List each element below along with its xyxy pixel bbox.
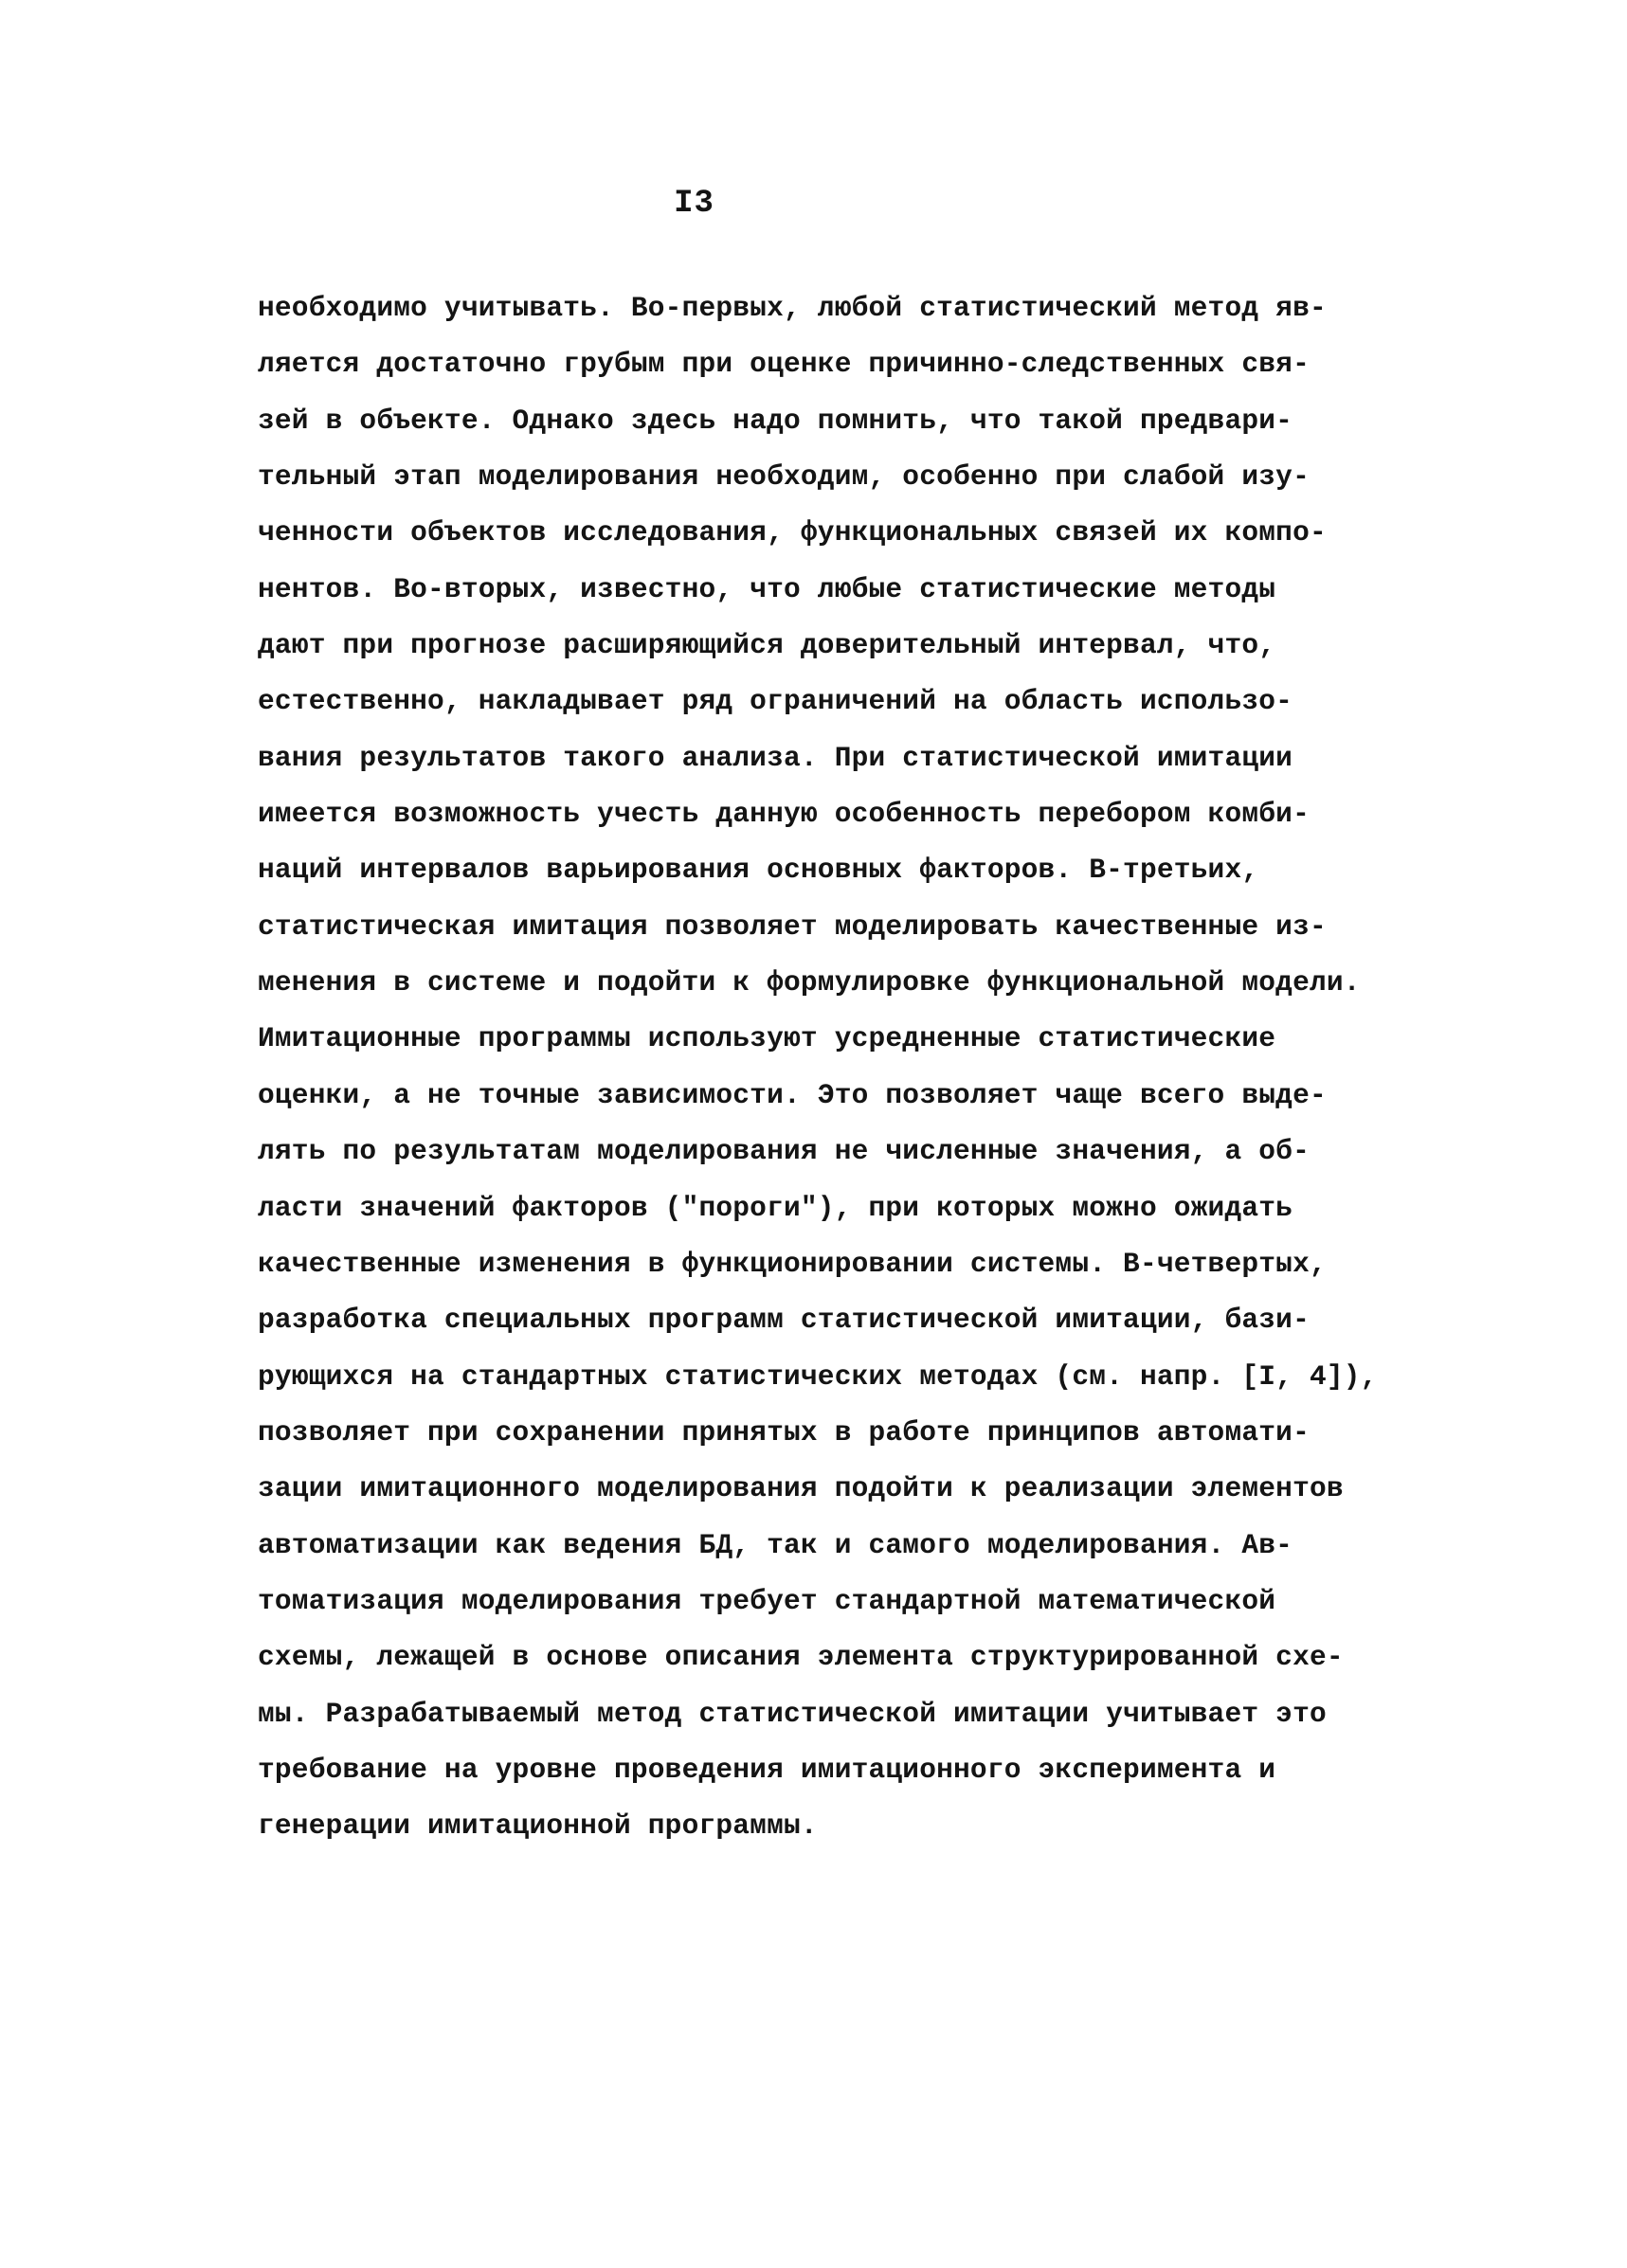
text-line: зей в объекте. Однако здесь надо помнить, что такой предвари- (258, 404, 1293, 437)
page-number: I3 (674, 186, 714, 222)
text-line: ченности объектов исследования, функциональных связей их компо- (258, 516, 1327, 549)
text-line: имеется возможность учесть данную особенность перебором комби- (258, 798, 1310, 831)
text-line: оценки, а не точные зависимости. Это позволяет чаще всего выде- (258, 1078, 1327, 1111)
text-line: зации имитационного моделирования подойти к реализации элементов (258, 1472, 1344, 1505)
text-line: наций интервалов варьирования основных факторов. В-третьих, (258, 854, 1259, 887)
text-line: естественно, накладывает ряд ограничений на область использо- (258, 685, 1293, 718)
text-line: ласти значений факторов ("пороги"), при которых можно ожидать (258, 1191, 1293, 1224)
text-line: томатизация моделирования требует стандартной математической (258, 1584, 1276, 1617)
text-line: вания результатов такого анализа. При статистической имитации (258, 741, 1293, 774)
text-line: разработка специальных программ статистической имитации, бази- (258, 1304, 1310, 1337)
text-line: позволяет при сохранении принятых в работе принципов автомати- (258, 1415, 1310, 1449)
text-line: нентов. Во-вторых, известно, что любые статистические методы (258, 572, 1276, 605)
text-line: лять по результатам моделирования не численные значения, а об- (258, 1135, 1310, 1168)
text-line: дают при прогнозе расширяющийся доверительный интервал, что, (258, 629, 1276, 662)
text-line: тельный этап моделирования необходим, особенно при слабой изу- (258, 460, 1310, 494)
text-line: качественные изменения в функционировании системы. В-четвертых, (258, 1247, 1327, 1280)
text-line: Имитационные программы используют усредненные статистические (258, 1022, 1276, 1055)
text-line: рующихся на стандартных статистических методах (см. напр. [I, 4]), (258, 1359, 1378, 1393)
text-line: статистическая имитация позволяет моделировать качественные из- (258, 909, 1327, 943)
text-line: необходимо учитывать. Во-первых, любой статистический метод яв- (258, 292, 1327, 324)
text-line: менения в системе и подойти к формулировке функциональной модели. (258, 966, 1361, 999)
text-line: ляется достаточно грубым при оценке причинно-следственных свя- (258, 348, 1310, 381)
text-line: автоматизации как ведения БД, так и самого моделирования. Ав- (258, 1528, 1293, 1561)
text-line: схемы, лежащей в основе описания элемента структурированной схе- (258, 1641, 1344, 1674)
body-text (258, 280, 1378, 1855)
text-line: мы. Разрабатываемый метод статистической имитации учитывает это (258, 1697, 1327, 1730)
text-line: генерации имитационной программы. (258, 1809, 818, 1843)
text-line: требование на уровне проведения имитационного эксперимента и (258, 1753, 1276, 1786)
